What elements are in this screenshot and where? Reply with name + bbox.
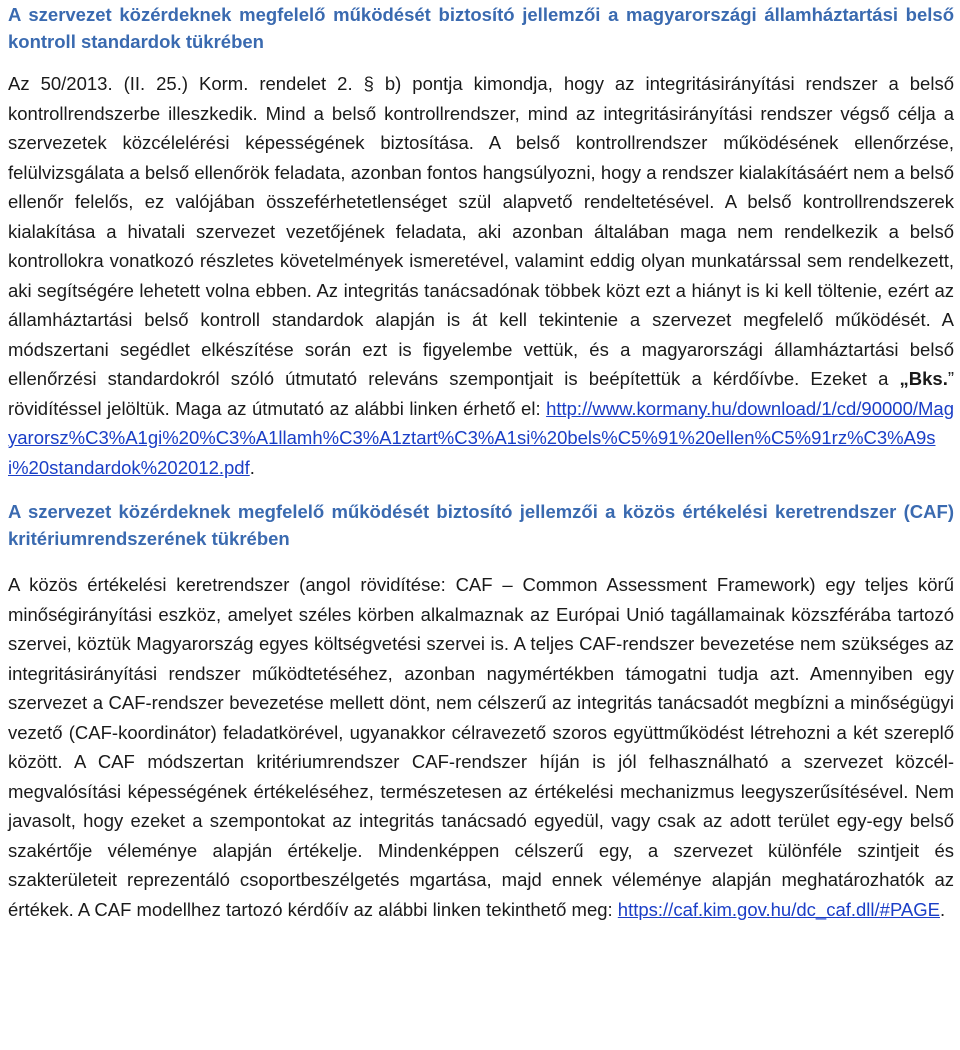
paragraph-bks bbox=[8, 69, 954, 482]
paragraph-end: . bbox=[249, 456, 255, 478]
bks-abbreviation: „Bks. bbox=[899, 368, 948, 389]
caf-questionnaire-link[interactable]: https://caf.kim.gov.hu/dc_caf.dll/#PAGE bbox=[617, 898, 940, 920]
section-heading-caf: A szervezet közérdeknek megfelelő működését biztosító jellemzői a közös értékelési keretrendszer (CAF) kritériumrendszerének tükrében bbox=[8, 501, 954, 549]
paragraph-text: A közös értékelési keretrendszer (angol rövidítése: CAF – Common Assessment Framework) egy teljes körű minőségirányítási eszköz, amelyet széles körben alkalmaznak az Európai Unió tagállamainak közszférába tartozó szervei, köztük Magyarország egyes költségvetési szervei is. A teljes CAF-rendszer bevezetése nem szükséges az integritásirányítási rendszer működtetéséhez, azonban nagymértékben támogatni tudja azt. Amennyiben egy szervezet a CAF-rendszer bevezetése mellett dönt, nem célszerű az integritás tanácsadót megbízni a minőségügyi vezető (CAF-koordinátor) feladatkörével, ugyanakkor célravezető szoros együttműködést létrehozni a két szereplő között. A CAF módszertan kritériumrendszer CAF-rendszer híján is jól felhasználható a szervezet közcél-megvalósítási képességének értékeléséhez, természetesen az értékelési mechanizmus leegyszerűsítésével. Nem javasolt, hogy ezeket a szempontokat az integritás tanácsadó egyedül, vagy csak az adott terület egy-egy belső szakértője véleménye alapján értékelje. Mindenképpen célszerű egy, a szervezet különféle szintjeit és szakterületeit reprezentáló csoportbeszélgetés mgartása, majd ennek véleménye alapján meghatározhatók az értékek. A CAF modellhez tartozó kérdőív az alábbi linken tekinthető meg: bbox=[8, 574, 954, 920]
document-page bbox=[0, 1, 960, 924]
paragraph-text: Az 50/2013. (II. 25.) Korm. rendelet 2. § b) pontja kimondja, hogy az integritásirányítási rendszer a belső kontrollrendszerbe illeszkedik. Mind a belső kontrollrendszer, mind az integritásirányítási rendszer végső célja a szervezetek közcélelérési képességének biztosítása. A belső kontrollrendszer működésének ellenőrzése, felülvizsgálata a belső ellenőrök feladata, azonban fontos hangsúlyozni, hogy a rendszer kialakításáért nem a belső ellenőr felelős, ez valójában összeférhetetlenséget szül alapvető rendeltetésével. A belső kontrollrendszerek kialakítása a hivatali szervezet vezetőjének feladata, aki azonban általában maga nem rendelkezik a belső kontrollokra vonatkozó részletes követelmények ismeretével, valamint eddig olyan munkatárssal sem rendelkezett, aki segítségére lehetett volna ebben. Az integritás tanácsadónak többek közt ezt a hiányt is ki kell töltenie, ezért az államháztartási belső kontroll standardok alapján is át kell tekintenie a szervezet megfelelő működését. A módszertani segédlet elkészítése során ezt is figyelembe vettük, és a magyarországi államháztartási belső ellenőrzési standardokról szóló útmutató releváns szempontjait is beépítettük a kérdőívbe. Ezeket a bbox=[8, 73, 954, 389]
paragraph-caf bbox=[8, 570, 954, 924]
section-heading-bks: A szervezet közérdeknek megfelelő működését biztosító jellemzői a magyarországi államháztartási belső kontroll standardok tükrében bbox=[8, 4, 954, 52]
paragraph-text: ” rövidítéssel jelöltük. Maga az útmutató az alábbi linken érhető el: bbox=[8, 368, 954, 419]
paragraph-end: . bbox=[939, 898, 946, 920]
bks-guide-link[interactable]: http://www.kormany.hu/download/1/cd/90000/Magyarorsz%C3%A1gi%20%C3%A1llamh%C3%A1ztart%C3%A1si%20bels%C5%91%20ellen%C5%91rz%C3%A9si%20standardok%202012.pdf bbox=[8, 397, 954, 478]
